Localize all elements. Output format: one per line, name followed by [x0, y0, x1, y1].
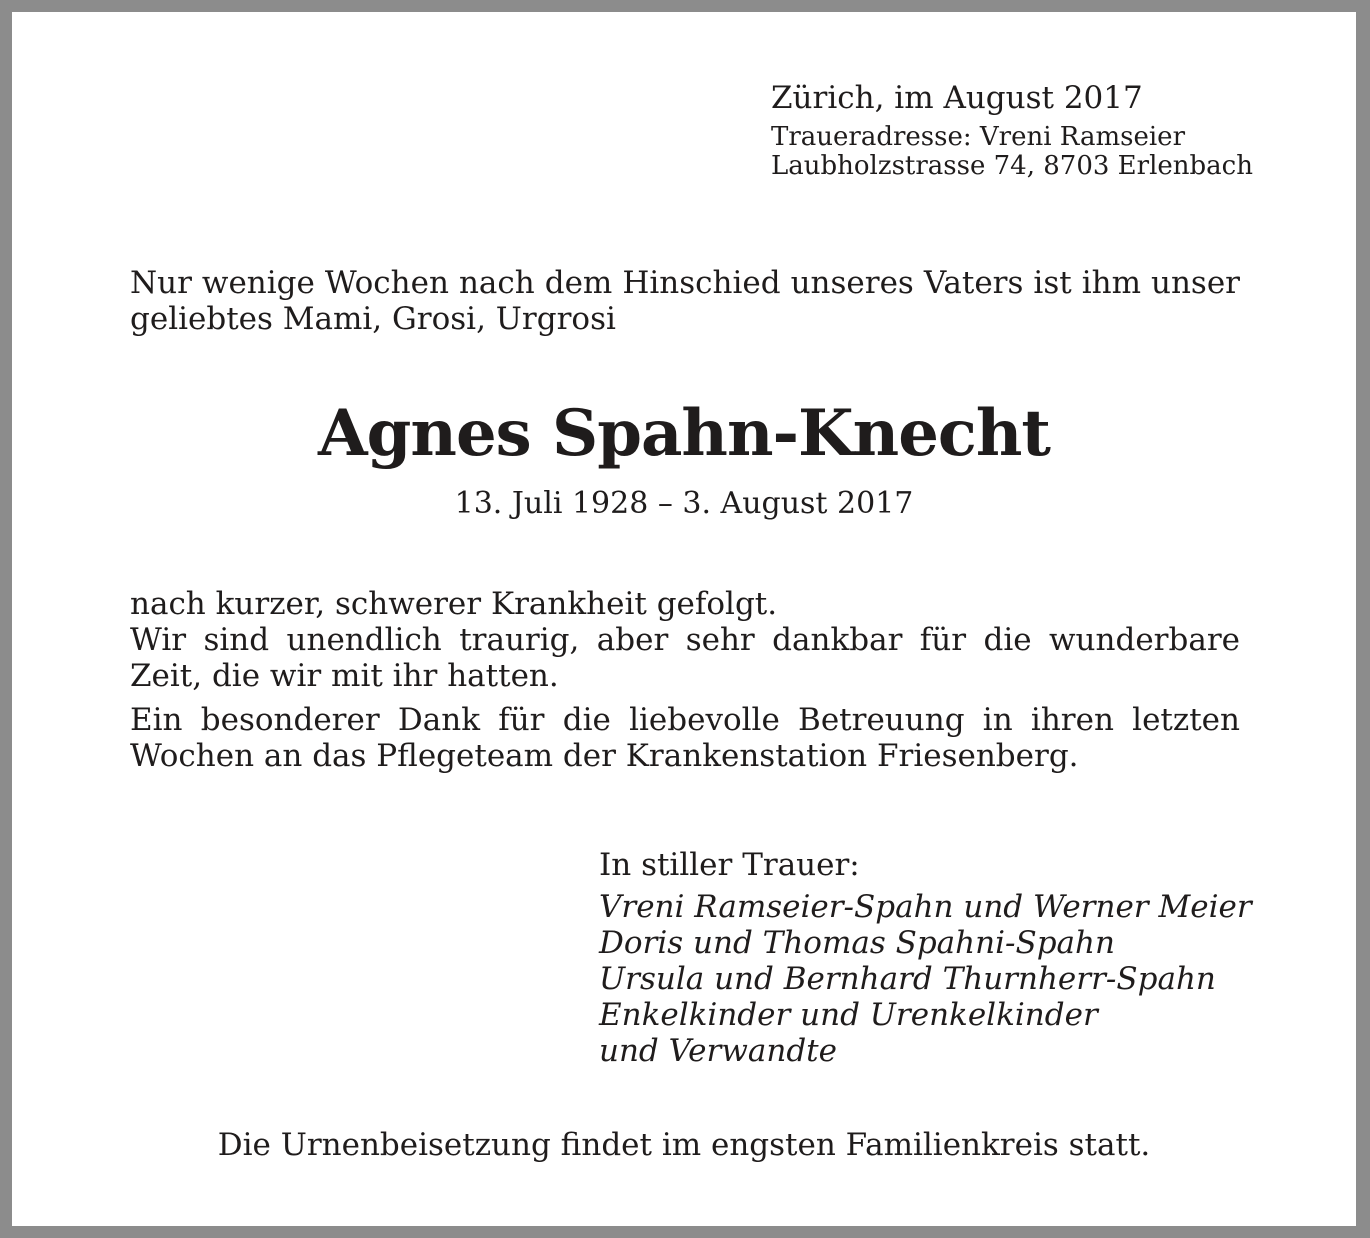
mourner-name: Ursula und Bernhard Thurnherr-Spahn	[599, 961, 1216, 997]
mourning-address	[771, 123, 1253, 181]
intro-line: Nur wenige Wochen nach dem Hinschied unseres Vaters ist ihm unser	[130, 265, 1240, 301]
body-line: nach kurzer, schwerer Krankheit gefolgt.	[130, 586, 778, 622]
obituary-body	[130, 586, 1240, 774]
body-line: Wochen an das Pflegeteam der Krankenstation Friesenberg.	[130, 738, 1079, 774]
intro-line: geliebtes Mami, Grosi, Urgrosi	[130, 301, 616, 337]
life-dates: 13. Juli 1928 – 3. August 2017	[454, 486, 914, 521]
mourners-list	[599, 889, 1252, 1069]
body-line: Zeit, die wir mit ihr hatten.	[130, 658, 559, 694]
place-date: Zürich, im August 2017	[771, 80, 1143, 116]
mourner-name: Doris und Thomas Spahni-Spahn	[599, 925, 1115, 961]
body-line: Wir sind unendlich traurig, aber sehr dankbar für die wunderbare	[130, 622, 1240, 658]
body-paragraph	[130, 702, 1240, 774]
mourner-name: Enkelkinder und Urenkelkinder	[599, 997, 1098, 1033]
mourning-label: In stiller Trauer:	[599, 847, 860, 883]
body-paragraph	[130, 586, 1240, 694]
intro-text	[130, 265, 1240, 337]
burial-notice: Die Urnenbeisetzung findet im engsten Familienkreis statt.	[217, 1127, 1151, 1163]
obituary-page	[12, 12, 1356, 1226]
body-line: Ein besonderer Dank für die liebevolle Betreuung in ihren letzten	[130, 702, 1240, 738]
mourner-name: und Verwandte	[599, 1033, 837, 1069]
address-line: Laubholzstrasse 74, 8703 Erlenbach	[771, 151, 1253, 181]
address-line: Traueradresse: Vreni Ramseier	[771, 122, 1185, 152]
deceased-name: Agnes Spahn-Knecht	[318, 396, 1050, 471]
mourner-name: Vreni Ramseier-Spahn und Werner Meier	[599, 889, 1252, 925]
